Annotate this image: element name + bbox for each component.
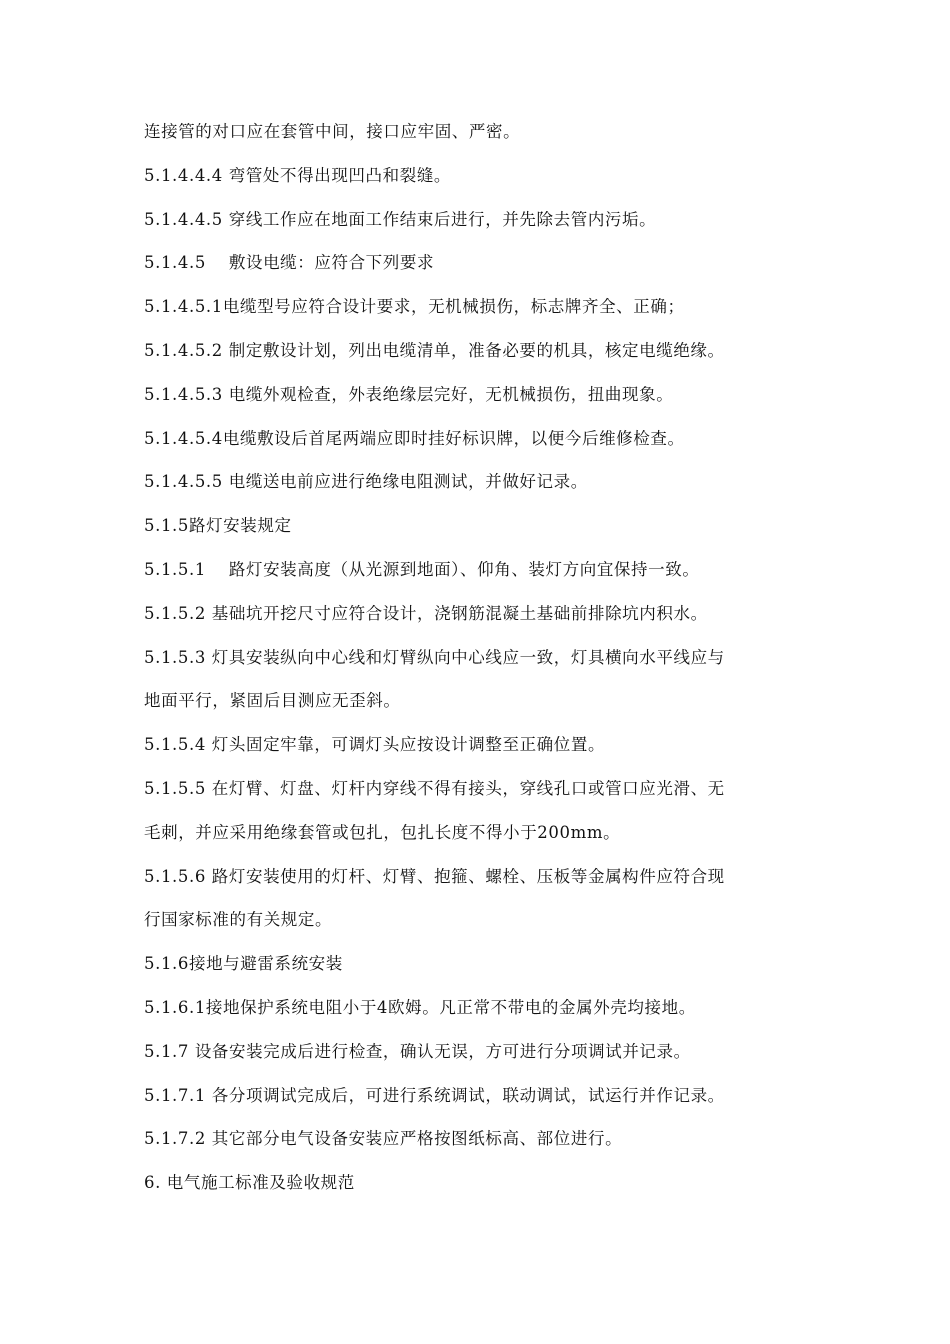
text-line: 5.1.7.1 各分项调试完成后，可进行系统调试，联动调试，试运行并作记录。 xyxy=(144,1085,725,1105)
text-line: 5.1.5.6 路灯安装使用的灯杆、灯臂、抱箍、螺栓、压板等金属构件应符合现 xyxy=(144,866,725,886)
text-line: 5.1.7.2 其它部分电气设备安装应严格按图纸标高、部位进行。 xyxy=(144,1129,623,1149)
text-line: 5.1.4.5.3 电缆外观检查，外表绝缘层完好，无机械损伤，扭曲现象。 xyxy=(144,384,674,404)
section-heading: 5.1.4.5 敷设电缆：应符合下列要求 xyxy=(144,253,435,273)
text-line: 5.1.5.1 路灯安装高度（从光源到地面）、仰角、装灯方向宜保持一致。 xyxy=(144,559,700,579)
text-line: 行国家标准的有关规定。 xyxy=(144,910,333,930)
section-heading: 5.1.6接地与避雷系统安装 xyxy=(144,954,343,974)
text-line: 5.1.4.4.4 弯管处不得出现凹凸和裂缝。 xyxy=(144,165,452,185)
chapter-heading: 6. 电气施工标准及验收规范 xyxy=(144,1173,355,1193)
text-line: 5.1.4.4.5 穿线工作应在地面工作结束后进行，并先除去管内污垢。 xyxy=(144,209,657,229)
text-line: 5.1.4.5.1电缆型号应符合设计要求，无机械损伤，标志牌齐全、正确； xyxy=(144,297,685,317)
text-line: 5.1.5.3 灯具安装纵向中心线和灯臂纵向中心线应一致，灯具横向水平线应与 xyxy=(144,647,725,667)
text-line: 5.1.5.5 在灯臂、灯盘、灯杆内穿线不得有接头，穿线孔口或管口应光滑、无 xyxy=(144,778,725,798)
text-line: 地面平行，紧固后目测应无歪斜。 xyxy=(144,691,401,711)
text-line: 5.1.4.5.4电缆敷设后首尾两端应即时挂好标识牌，以便今后维修检查。 xyxy=(144,428,685,448)
text-line: 5.1.7 设备安装完成后进行检查，确认无误，方可进行分项调试并记录。 xyxy=(144,1041,691,1061)
text-line: 5.1.4.5.5 电缆送电前应进行绝缘电阻测试，并做好记录。 xyxy=(144,472,588,492)
text-line: 毛刺，并应采用绝缘套管或包扎，包扎长度不得小于200mm。 xyxy=(144,822,621,842)
text-line: 5.1.5.2 基础坑开挖尺寸应符合设计，浇钢筋混凝土基础前排除坑内积水。 xyxy=(144,603,708,623)
section-heading: 5.1.5路灯安装规定 xyxy=(144,516,292,536)
text-line: 连接管的对口应在套管中间，接口应牢固、严密。 xyxy=(144,122,521,141)
document-body xyxy=(144,110,814,1205)
text-line: 5.1.5.4 灯头固定牢靠，可调灯头应按设计调整至正确位置。 xyxy=(144,735,606,755)
text-line: 5.1.6.1接地保护系统电阻小于4欧姆。凡正常不带电的金属外壳均接地。 xyxy=(144,997,696,1017)
text-line: 5.1.4.5.2 制定敷设计划，列出电缆清单，准备必要的机具，核定电缆绝缘。 xyxy=(144,340,725,360)
